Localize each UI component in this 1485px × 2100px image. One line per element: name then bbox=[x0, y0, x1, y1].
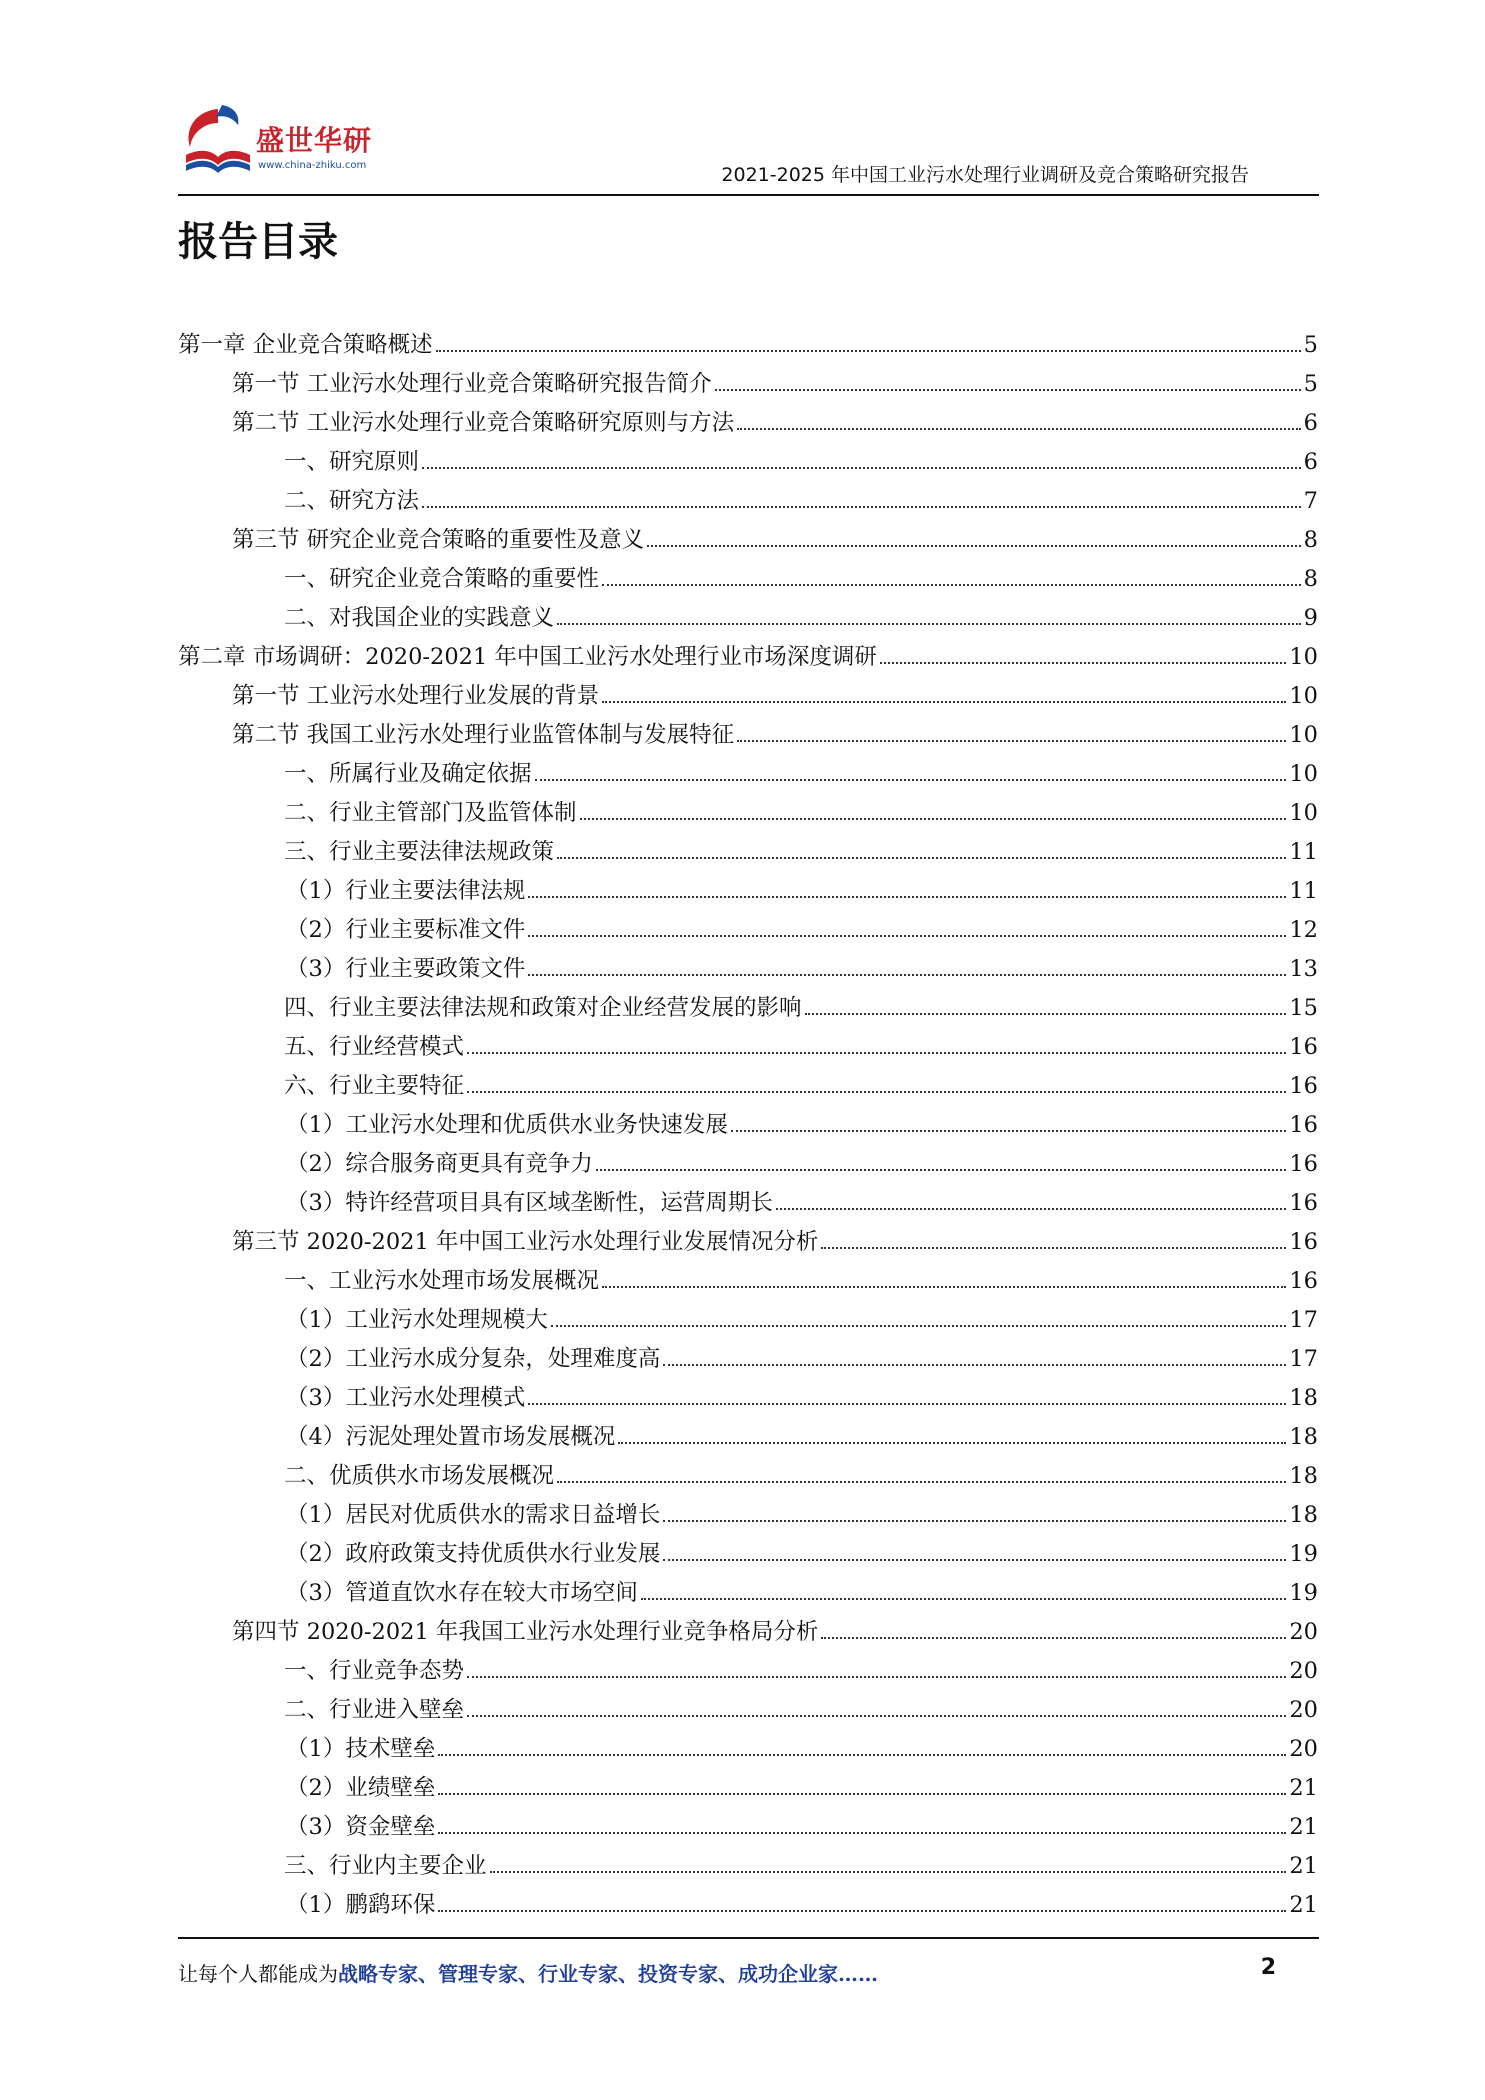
toc-entry-page: 10 bbox=[1289, 800, 1318, 826]
logo-text: 盛世华研 bbox=[256, 124, 373, 157]
toc-dot-leader bbox=[880, 662, 1286, 664]
toc-dot-leader bbox=[438, 1793, 1286, 1795]
toc-entry-title: 一、工业污水处理市场发展概况 bbox=[284, 1268, 600, 1294]
toc-entry-page: 16 bbox=[1289, 1034, 1318, 1060]
toc-entry[interactable] bbox=[178, 1224, 1318, 1263]
toc-entry[interactable] bbox=[178, 756, 1318, 795]
toc-entry[interactable] bbox=[178, 1341, 1318, 1380]
toc-entry-page: 20 bbox=[1289, 1658, 1318, 1684]
toc-dot-leader bbox=[731, 1130, 1287, 1132]
toc-dot-leader bbox=[528, 896, 1286, 898]
toc-dot-leader bbox=[438, 1754, 1286, 1756]
toc-entry-page: 10 bbox=[1289, 683, 1318, 709]
toc-entry-title: （2）综合服务商更具有竞争力 bbox=[286, 1151, 593, 1177]
toc-entry[interactable] bbox=[178, 1302, 1318, 1341]
toc-entry-page: 21 bbox=[1289, 1775, 1318, 1801]
toc-entry-page: 19 bbox=[1289, 1580, 1318, 1606]
toc-entry[interactable] bbox=[178, 1380, 1318, 1419]
toc-entry-title: （3）行业主要政策文件 bbox=[286, 956, 526, 982]
toc-entry-page: 17 bbox=[1289, 1307, 1318, 1333]
toc-entry[interactable] bbox=[178, 522, 1318, 561]
toc-entry[interactable] bbox=[178, 1419, 1318, 1458]
toc-entry[interactable] bbox=[178, 1887, 1318, 1926]
toc-entry-title: 一、所属行业及确定依据 bbox=[284, 761, 532, 787]
toc-entry-title: 一、行业竞争态势 bbox=[284, 1658, 465, 1684]
toc-dot-leader bbox=[422, 467, 1301, 469]
toc-entry-page: 18 bbox=[1289, 1385, 1318, 1411]
toc-entry-title: 三、行业内主要企业 bbox=[284, 1853, 487, 1879]
toc-entry-page: 5 bbox=[1303, 371, 1318, 397]
toc-entry[interactable] bbox=[178, 951, 1318, 990]
toc-entry-page: 21 bbox=[1289, 1892, 1318, 1918]
toc-dot-leader bbox=[821, 1247, 1286, 1249]
toc-entry-page: 18 bbox=[1289, 1463, 1318, 1489]
toc-entry-title: （2）工业污水成分复杂，处理难度高 bbox=[286, 1346, 661, 1372]
toc-entry-page: 16 bbox=[1289, 1073, 1318, 1099]
toc-dot-leader bbox=[528, 1403, 1286, 1405]
header-divider bbox=[178, 194, 1319, 196]
toc-entry-title: （1）工业污水处理和优质供水业务快速发展 bbox=[286, 1112, 728, 1138]
toc-entry-title: （2）政府政策支持优质供水行业发展 bbox=[286, 1541, 661, 1567]
toc-entry[interactable] bbox=[178, 483, 1318, 522]
toc-entry-title: （1）居民对优质供水的需求日益增长 bbox=[286, 1502, 661, 1528]
toc-dot-leader bbox=[557, 623, 1301, 625]
toc-entry-title: 一、研究原则 bbox=[284, 449, 420, 475]
toc-entry[interactable] bbox=[178, 1263, 1318, 1302]
report-title: 2021-2025 年中国工业污水处理行业调研及竞合策略研究报告 bbox=[721, 164, 1249, 186]
toc-entry-page: 16 bbox=[1289, 1268, 1318, 1294]
toc-entry[interactable] bbox=[178, 1497, 1318, 1536]
toc-dot-leader bbox=[602, 701, 1286, 703]
toc-entry-title: （4）污泥处理处置市场发展概况 bbox=[286, 1424, 616, 1450]
toc-entry[interactable] bbox=[178, 327, 1318, 366]
toc-dot-leader bbox=[467, 1676, 1286, 1678]
toc-entry[interactable] bbox=[178, 405, 1318, 444]
toc-dot-leader bbox=[438, 1910, 1286, 1912]
toc-entry-page: 20 bbox=[1289, 1736, 1318, 1762]
toc-entry-title: （1）行业主要法律法规 bbox=[286, 878, 526, 904]
footer-slogan-prefix: 让每个人都能成为 bbox=[178, 1962, 338, 1986]
toc-entry-page: 6 bbox=[1303, 449, 1318, 475]
toc-entry-title: （2）业绩壁垒 bbox=[286, 1775, 436, 1801]
toc-dot-leader bbox=[438, 1832, 1286, 1834]
toc-entry[interactable] bbox=[178, 639, 1318, 678]
toc-entry-title: 第四节 2020-2021 年我国工业污水处理行业竞争格局分析 bbox=[232, 1619, 819, 1645]
toc-entry-page: 16 bbox=[1289, 1229, 1318, 1255]
toc-dot-leader bbox=[618, 1442, 1286, 1444]
toc-entry-title: （3）管道直饮水存在较大市场空间 bbox=[286, 1580, 638, 1606]
toc-entry[interactable] bbox=[178, 1107, 1318, 1146]
toc-entry[interactable] bbox=[178, 873, 1318, 912]
toc-entry-page: 12 bbox=[1289, 917, 1318, 943]
toc-entry-page: 16 bbox=[1289, 1190, 1318, 1216]
toc-dot-leader bbox=[805, 1013, 1287, 1015]
toc-entry[interactable] bbox=[178, 1653, 1318, 1692]
toc-entry-title: 第一节 工业污水处理行业竞合策略研究报告简介 bbox=[232, 371, 712, 397]
toc-entry-page: 20 bbox=[1289, 1697, 1318, 1723]
toc-entry-page: 13 bbox=[1289, 956, 1318, 982]
toc-entry[interactable] bbox=[178, 1068, 1318, 1107]
toc-entry-title: 第二章 市场调研：2020-2021 年中国工业污水处理行业市场深度调研 bbox=[178, 644, 877, 670]
toc-entry-title: （3）工业污水处理模式 bbox=[286, 1385, 526, 1411]
toc-entry[interactable] bbox=[178, 1848, 1318, 1887]
toc-entry-page: 11 bbox=[1289, 878, 1318, 904]
toc-entry-title: 第三节 研究企业竞合策略的重要性及意义 bbox=[232, 527, 645, 553]
toc-dot-leader bbox=[596, 1169, 1287, 1171]
toc-entry[interactable] bbox=[178, 1614, 1318, 1653]
toc-entry[interactable] bbox=[178, 1146, 1318, 1185]
toc-dot-leader bbox=[663, 1520, 1286, 1522]
toc-entry[interactable] bbox=[178, 1029, 1318, 1068]
page-title: 报告目录 bbox=[178, 219, 338, 265]
toc-dot-leader bbox=[436, 350, 1301, 352]
company-logo bbox=[178, 103, 388, 183]
toc-entry[interactable] bbox=[178, 1692, 1318, 1731]
toc-entry[interactable] bbox=[178, 561, 1318, 600]
toc-entry[interactable] bbox=[178, 717, 1318, 756]
toc-entry-title: 第一章 企业竞合策略概述 bbox=[178, 332, 433, 358]
toc-entry-title: 六、行业主要特征 bbox=[284, 1073, 465, 1099]
toc-entry[interactable] bbox=[178, 1770, 1318, 1809]
toc-entry-title: 第一节 工业污水处理行业发展的背景 bbox=[232, 683, 600, 709]
toc-entry-page: 5 bbox=[1303, 332, 1318, 358]
logo-emblem-icon bbox=[178, 103, 256, 183]
toc-entry[interactable] bbox=[178, 600, 1318, 639]
toc-entry-title: （3）资金壁垒 bbox=[286, 1814, 436, 1840]
toc-dot-leader bbox=[528, 935, 1286, 937]
toc-entry-page: 18 bbox=[1289, 1424, 1318, 1450]
toc-entry-title: 四、行业主要法律法规和政策对企业经营发展的影响 bbox=[284, 995, 802, 1021]
logo-url: www.china-zhiku.com bbox=[258, 160, 367, 171]
toc-entry-page: 18 bbox=[1289, 1502, 1318, 1528]
toc-entry-title: （3）特许经营项目具有区域垄断性，运营周期长 bbox=[286, 1190, 773, 1216]
toc-entry-title: 一、研究企业竞合策略的重要性 bbox=[284, 566, 600, 592]
toc-dot-leader bbox=[602, 1286, 1286, 1288]
toc-entry-page: 20 bbox=[1289, 1619, 1318, 1645]
toc-dot-leader bbox=[737, 428, 1301, 430]
toc-entry[interactable] bbox=[178, 444, 1318, 483]
footer-divider bbox=[178, 1937, 1319, 1939]
toc-entry-page: 10 bbox=[1289, 761, 1318, 787]
footer-slogan-highlight: 战略专家、管理专家、行业专家、投资专家、成功企业家…… bbox=[338, 1962, 878, 1986]
toc-entry-title: （1）工业污水处理规模大 bbox=[286, 1307, 548, 1333]
toc-dot-leader bbox=[551, 1325, 1287, 1327]
toc-entry-page: 16 bbox=[1289, 1112, 1318, 1138]
toc-entry-title: 二、优质供水市场发展概况 bbox=[284, 1463, 555, 1489]
toc-entry-title: 第三节 2020-2021 年中国工业污水处理行业发展情况分析 bbox=[232, 1229, 819, 1255]
toc-entry-page: 7 bbox=[1303, 488, 1318, 514]
toc-entry[interactable] bbox=[178, 1809, 1318, 1848]
toc-entry-title: 二、行业进入壁垒 bbox=[284, 1697, 465, 1723]
toc-entry-page: 8 bbox=[1303, 566, 1318, 592]
toc-dot-leader bbox=[422, 506, 1301, 508]
toc-entry-page: 17 bbox=[1289, 1346, 1318, 1372]
toc-dot-leader bbox=[557, 1481, 1286, 1483]
toc-entry-page: 21 bbox=[1289, 1814, 1318, 1840]
toc-entry-page: 16 bbox=[1289, 1151, 1318, 1177]
toc-entry-page: 6 bbox=[1303, 410, 1318, 436]
toc-entry-title: （1）技术壁垒 bbox=[286, 1736, 436, 1762]
toc-entry-page: 11 bbox=[1289, 839, 1318, 865]
toc-entry-page: 15 bbox=[1289, 995, 1318, 1021]
toc-entry-page: 21 bbox=[1289, 1853, 1318, 1879]
toc-entry-title: 第二节 工业污水处理行业竞合策略研究原则与方法 bbox=[232, 410, 735, 436]
toc-entry-title: （2）行业主要标准文件 bbox=[286, 917, 526, 943]
toc-entry[interactable] bbox=[178, 990, 1318, 1029]
toc-dot-leader bbox=[467, 1715, 1286, 1717]
toc-entry-title: 二、研究方法 bbox=[284, 488, 420, 514]
toc-entry[interactable] bbox=[178, 795, 1318, 834]
toc-dot-leader bbox=[467, 1052, 1286, 1054]
toc-dot-leader bbox=[528, 974, 1286, 976]
table-of-contents bbox=[178, 327, 1318, 1926]
toc-entry-title: （1）鹏鹞环保 bbox=[286, 1892, 436, 1918]
toc-dot-leader bbox=[580, 818, 1287, 820]
toc-dot-leader bbox=[535, 779, 1287, 781]
toc-entry-title: 第二节 我国工业污水处理行业监管体制与发展特征 bbox=[232, 722, 735, 748]
toc-entry-title: 二、对我国企业的实践意义 bbox=[284, 605, 555, 631]
toc-dot-leader bbox=[602, 584, 1301, 586]
toc-entry-page: 19 bbox=[1289, 1541, 1318, 1567]
toc-dot-leader bbox=[663, 1559, 1286, 1561]
toc-entry-page: 8 bbox=[1303, 527, 1318, 553]
toc-entry-page: 10 bbox=[1289, 644, 1318, 670]
toc-entry[interactable] bbox=[178, 1185, 1318, 1224]
toc-entry-title: 五、行业经营模式 bbox=[284, 1034, 465, 1060]
toc-entry-title: 二、行业主管部门及监管体制 bbox=[284, 800, 577, 826]
toc-entry[interactable] bbox=[178, 834, 1318, 873]
toc-dot-leader bbox=[776, 1208, 1287, 1210]
toc-dot-leader bbox=[467, 1091, 1286, 1093]
toc-entry[interactable] bbox=[178, 1458, 1318, 1497]
toc-dot-leader bbox=[715, 389, 1301, 391]
toc-entry[interactable] bbox=[178, 912, 1318, 951]
toc-dot-leader bbox=[821, 1637, 1286, 1639]
toc-entry[interactable] bbox=[178, 1536, 1318, 1575]
toc-dot-leader bbox=[663, 1364, 1286, 1366]
toc-dot-leader bbox=[557, 857, 1286, 859]
page-number: 2 bbox=[1260, 1955, 1276, 1980]
toc-entry[interactable] bbox=[178, 1731, 1318, 1770]
toc-entry[interactable] bbox=[178, 366, 1318, 405]
toc-dot-leader bbox=[641, 1598, 1287, 1600]
footer-slogan bbox=[178, 1958, 878, 1987]
toc-entry-page: 9 bbox=[1303, 605, 1318, 631]
toc-dot-leader bbox=[490, 1871, 1287, 1873]
toc-entry[interactable] bbox=[178, 1575, 1318, 1614]
toc-dot-leader bbox=[737, 740, 1286, 742]
toc-dot-leader bbox=[647, 545, 1301, 547]
toc-entry-page: 10 bbox=[1289, 722, 1318, 748]
toc-entry[interactable] bbox=[178, 678, 1318, 717]
toc-entry-title: 三、行业主要法律法规政策 bbox=[284, 839, 555, 865]
